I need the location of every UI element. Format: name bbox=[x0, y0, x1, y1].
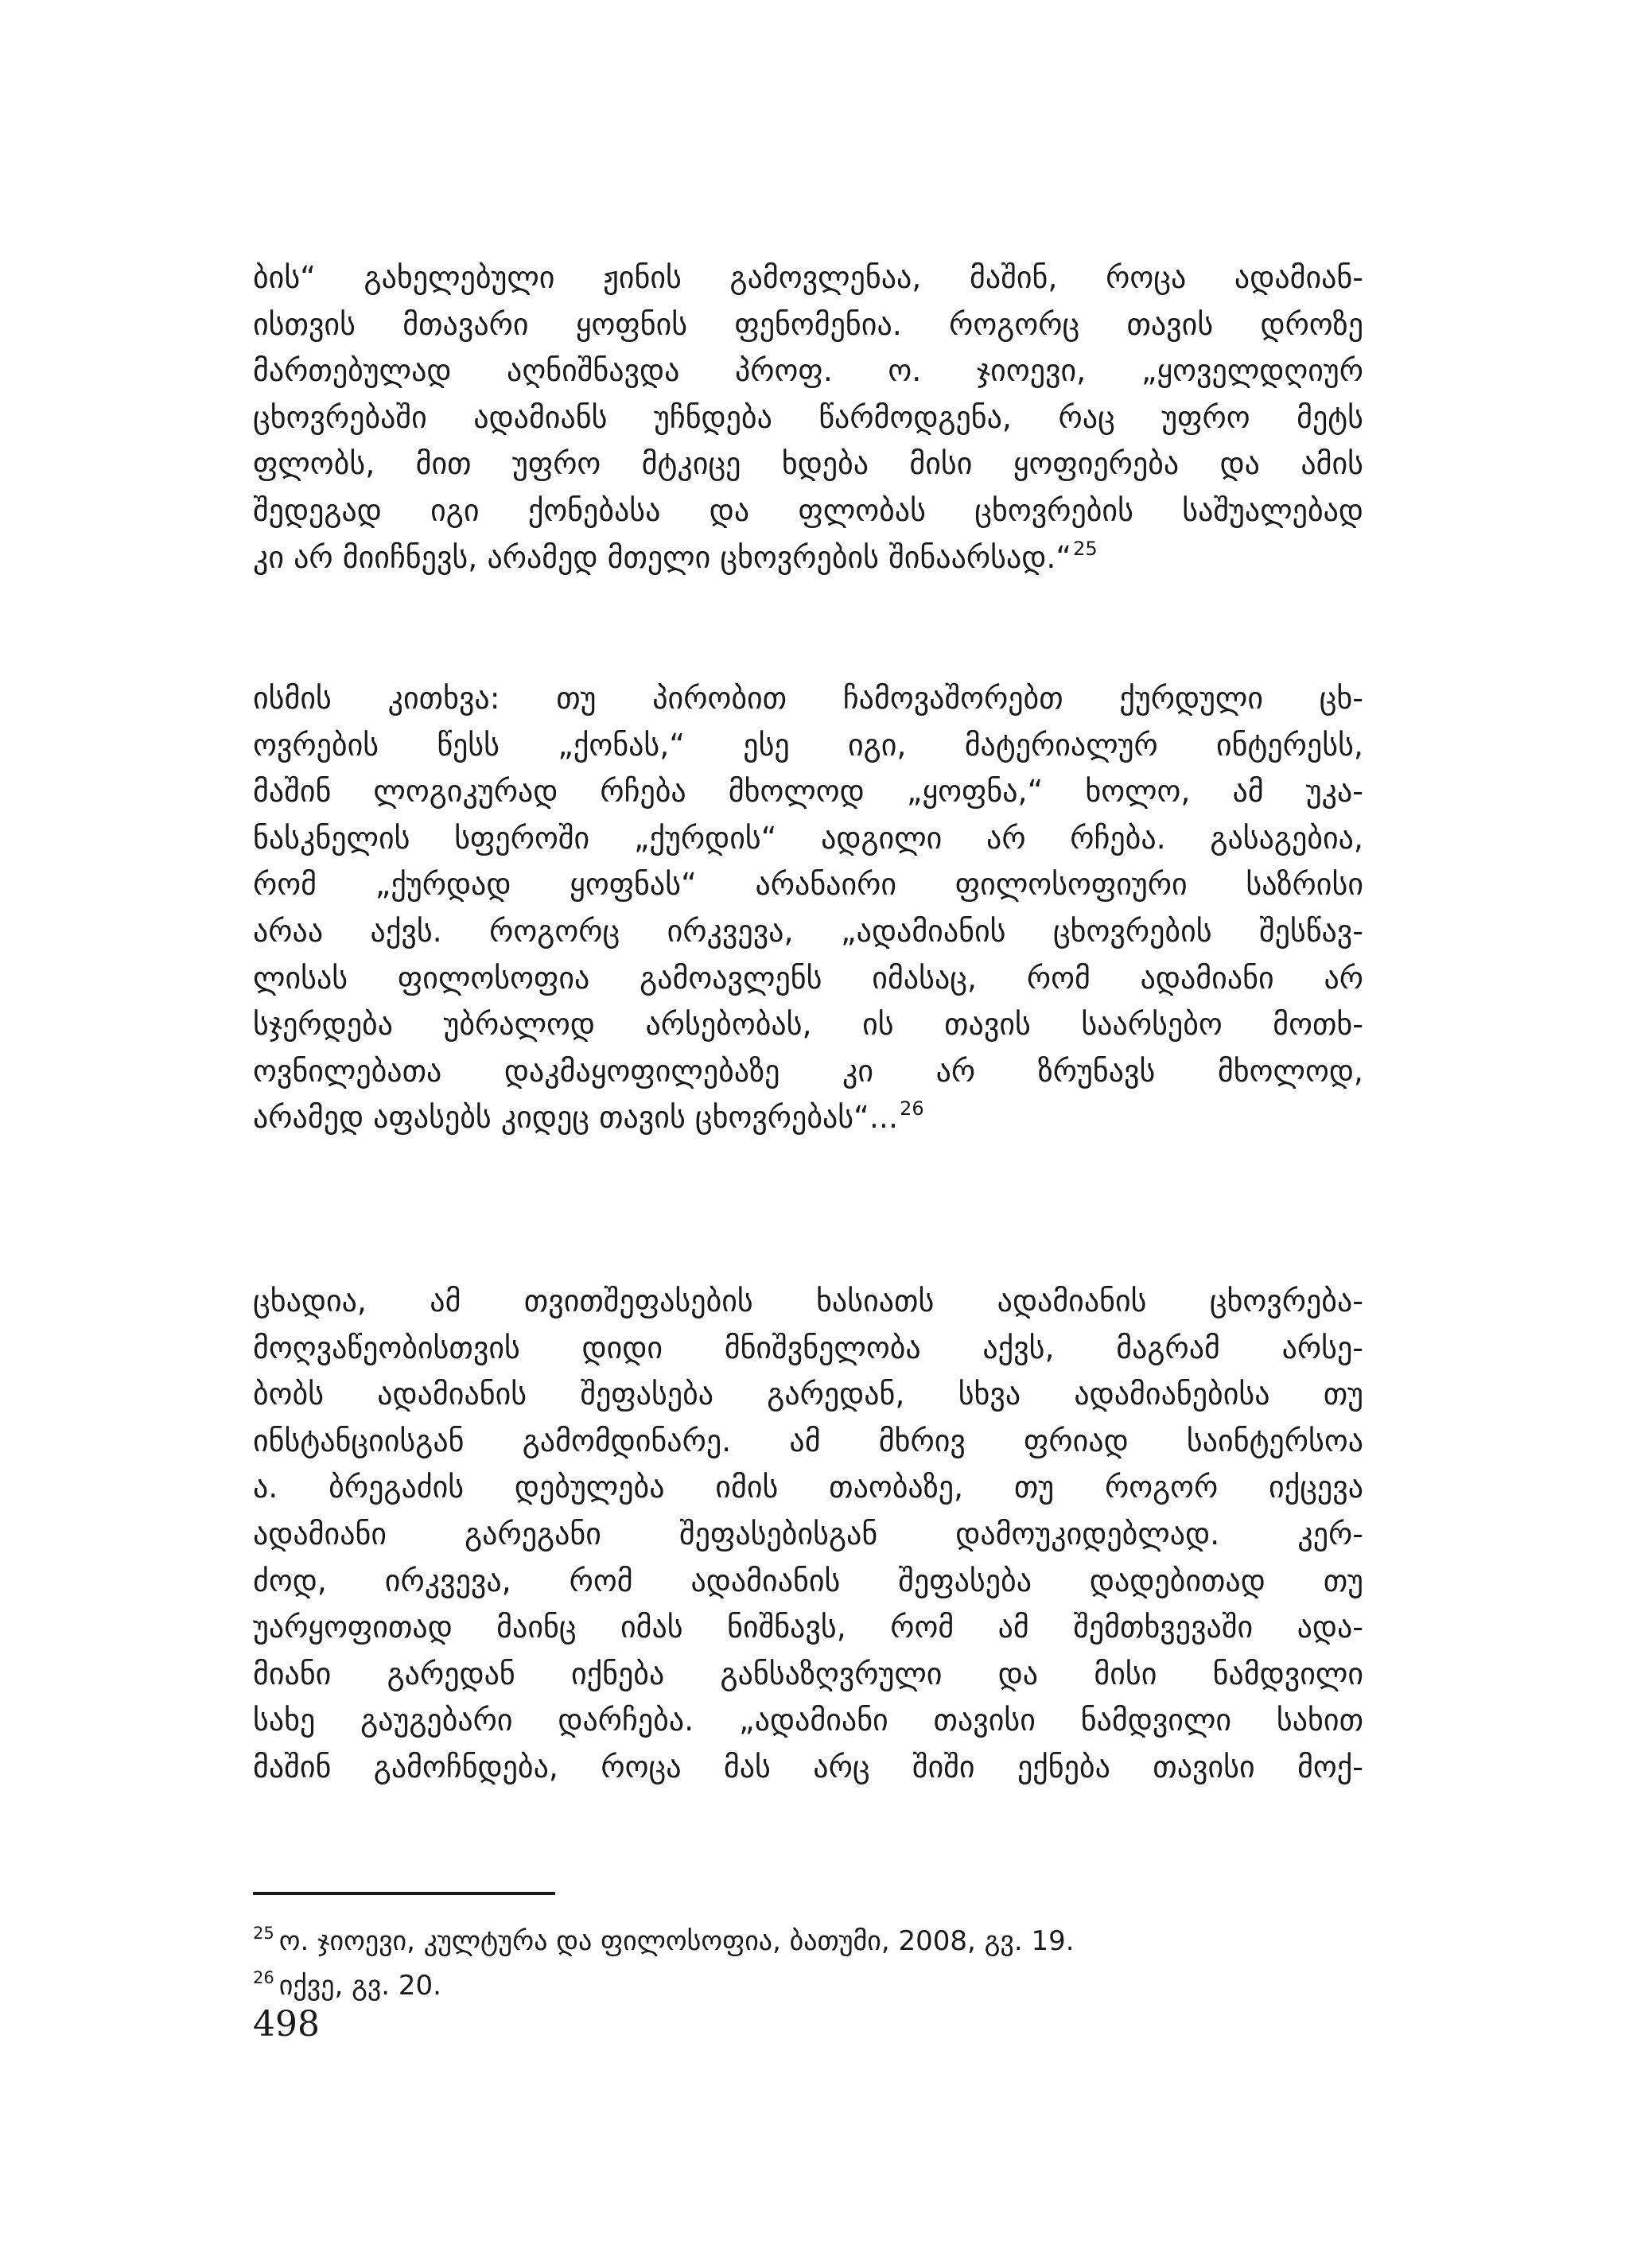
footnote-text: ო. ჯიოევი, კულტურა და ფილოსოფია, ბათუმი, 2008, გვ. 19. bbox=[278, 1925, 1075, 1957]
text-line: უარყოფითად მაინც იმას ნიშნავს, რომ ამ შემთხვევაში ადა- bbox=[253, 1610, 1363, 1645]
text-line: ცხადია, ამ თვითშეფასების ხასიათს ადამიანის ცხოვრება- bbox=[253, 1284, 1363, 1318]
text-line: მაშინ გამოჩნდება, როცა მას არც შიში ექნება თავისი მოქ- bbox=[253, 1749, 1363, 1784]
text-line: რომ „ქურდად ყოფნას“ არანაირი ფილოსოფიური საზრისი bbox=[253, 867, 1363, 903]
text-line: ლისას ფილოსოფია გამოავლენს იმასაც, რომ ადამიანი არ bbox=[253, 960, 1363, 996]
paragraph-1 bbox=[253, 254, 1363, 581]
text-line: ცხოვრებაში ადამიანს უჩნდება წარმოდგენა, რაც უფრო მეტს bbox=[253, 399, 1363, 435]
page-number: 498 bbox=[253, 2004, 320, 2045]
text-line: ადამიანი გარეგანი შეფასებისგან დამოუკიდებლად. კერ- bbox=[253, 1516, 1363, 1551]
text-line: ნასკნელის სფეროში „ქურდის“ ადგილი არ რჩება. გასაგებია, bbox=[253, 820, 1363, 856]
text-line: ბის“ გახელებული ჟინის გამოვლენაა, მაშინ, როცა ადამიან- bbox=[253, 260, 1363, 295]
text-line: ძოდ, ირკვევა, რომ ადამიანის შეფასება დადებითად თუ bbox=[253, 1563, 1363, 1598]
text-line-last bbox=[253, 534, 1363, 581]
footnote-item bbox=[253, 1963, 1363, 2008]
text-line: ა. ბრეგაძის დებულება იმის თაობაზე, თუ როგორ იქცევა bbox=[253, 1470, 1363, 1505]
footnote-item bbox=[253, 1919, 1363, 1963]
text-line: ინსტანციისგან გამომდინარე. ამ მხრივ ფრიად საინტერსოა bbox=[253, 1423, 1363, 1458]
text-line: მოღვაწეობისთვის დიდი მნიშვნელობა აქვს, მაგრამ არსე- bbox=[253, 1330, 1363, 1365]
footnotes bbox=[253, 1919, 1363, 2008]
text-line: შედეგად იგი ქონებასა და ფლობას ცხოვრების საშუალებად bbox=[253, 492, 1363, 528]
footnote-text: იქვე, გვ. 20. bbox=[278, 1970, 441, 2002]
text-line-content: არამედ აფასებს კიდეც თავის ცხოვრებას“... bbox=[253, 1100, 899, 1136]
text-line: ისმის კითხვა: თუ პირობით ჩამოვაშორებთ ქურდული ცხ- bbox=[253, 681, 1363, 716]
text-line: არაა აქვს. როგორც ირკვევა, „ადამიანის ცხოვრების შესწავ- bbox=[253, 913, 1363, 949]
paragraph-3 bbox=[253, 1278, 1363, 1791]
text-line: ისთვის მთავარი ყოფნის ფენომენია. როგორც თავის დროზე bbox=[253, 306, 1363, 342]
text-line: ოვრების წესს „ქონას,“ ესე იგი, მატერიალურ ინტერესს, bbox=[253, 727, 1363, 763]
footnote-number: 25 bbox=[253, 1924, 274, 1943]
text-line: მაშინ ლოგიკურად რჩება მხოლოდ „ყოფნა,“ ხოლო, ამ უკა- bbox=[253, 774, 1363, 810]
text-line: სახე გაუგებარი დარჩება. „ადამიანი თავისი ნამდვილი სახით bbox=[253, 1703, 1363, 1738]
footnote-number: 26 bbox=[253, 1968, 274, 1987]
text-line-last bbox=[253, 1094, 1363, 1141]
footnote-divider bbox=[253, 1892, 555, 1895]
text-line: მიანი გარედან იქნება განსაზღვრული და მისი ნამდვილი bbox=[253, 1656, 1363, 1691]
text-line: მართებულად აღნიშნავდა პროფ. ო. ჯიოევი, „ყოველდღიურ bbox=[253, 353, 1363, 389]
text-line: ბობს ადამიანის შეფასება გარედან, სხვა ადამიანებისა თუ bbox=[253, 1377, 1363, 1412]
footnote-reference[interactable]: 26 bbox=[900, 1097, 924, 1120]
footnote-reference[interactable]: 25 bbox=[1073, 537, 1098, 560]
text-line: სჯერდება უბრალოდ არსებობას, ის თავის საარსებო მოთხ- bbox=[253, 1007, 1363, 1043]
paragraph-2 bbox=[253, 675, 1363, 1141]
text-line: ფლობს, მით უფრო მტკიცე ხდება მისი ყოფიერება და ამის bbox=[253, 446, 1363, 482]
text-line-content: კი არ მიიჩნევს, არამედ მთელი ცხოვრების შინაარსად.“ bbox=[253, 539, 1072, 575]
text-line: ოვნილებათა დაკმაყოფილებაზე კი არ ზრუნავს მხოლოდ, bbox=[253, 1053, 1363, 1089]
